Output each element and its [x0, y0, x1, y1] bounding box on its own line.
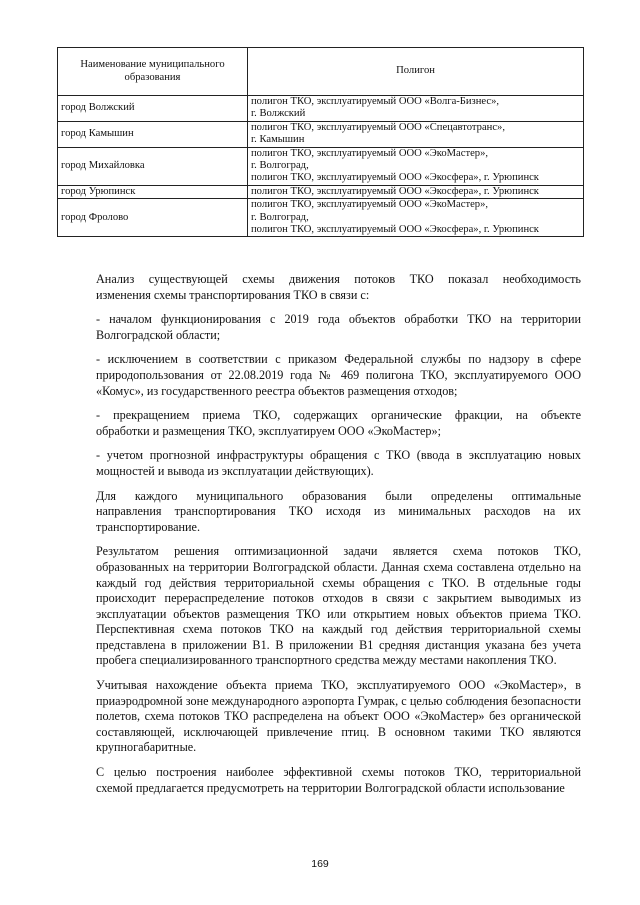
table-row	[58, 96, 584, 122]
table-row	[58, 147, 584, 185]
table-row	[58, 121, 584, 147]
paragraph-line: обработки и размещения ТКО, эксплуатируем ООО «ЭкоМастер»;	[96, 423, 441, 438]
landfill-cell	[248, 96, 584, 122]
paragraph-line: Волгоградской области;	[96, 327, 221, 342]
landfill-line: полигон ТКО, эксплуатируемый ООО «Экосфера», г. Урюпинск	[251, 185, 539, 197]
paragraph-line: эксплуатации объектов размещения ТКО или открытием новых объектов приема ТКО.	[96, 606, 581, 621]
paragraph-line: - исключением в соответствии с приказом Федеральной службы по надзору в сфере	[96, 352, 581, 367]
paragraph	[60, 448, 581, 479]
paragraph-line: - учетом прогнозной инфраструктуры обращения с ТКО (ввода в эксплуатацию новых	[96, 448, 581, 463]
page-number: 169	[311, 858, 329, 870]
municipality-cell: город Михайловка	[58, 147, 248, 185]
paragraph-line: Анализ существующей схемы движения потоков ТКО показал необходимость	[96, 272, 581, 286]
landfill-line: полигон ТКО, эксплуатируемый ООО «ЭкоМастер»,	[251, 199, 489, 211]
paragraph-line: - прекращением приема ТКО, содержащих органические фракции, на объекте	[96, 408, 581, 423]
landfill-line: г. Волгоград,	[251, 160, 309, 172]
paragraph	[60, 765, 581, 796]
landfill-line: г. Волжский	[251, 108, 306, 120]
paragraph-line: Перспективная схема потоков ТКО на каждый год действия территориальной схемы	[96, 622, 581, 637]
paragraph-line: направления транспортирования ТКО исходя из минимальных расходов на их	[96, 504, 581, 519]
landfill-line: полигон ТКО, эксплуатируемый ООО «Экосфера», г. Урюпинск	[251, 224, 539, 236]
landfill-line: полигон ТКО, эксплуатируемый ООО «Волга-Бизнес»,	[251, 96, 500, 107]
paragraph-line: мощностей и вывода из эксплуатации действующих).	[96, 463, 374, 478]
landfill-cell	[248, 121, 584, 147]
landfill-line: полигон ТКО, эксплуатируемый ООО «ЭкоМастер»,	[251, 147, 489, 159]
paragraph-line: С целью построения наиболее эффективной схемы потоков ТКО, территориальной	[96, 765, 581, 780]
paragraph-line: представлена в приложении В1. В приложении В1 средняя дистанция указана без учета	[96, 637, 581, 652]
paragraph-line: образованных на территории Волгоградской области. Данная схема составлена отдельно на	[96, 559, 581, 574]
municipality-cell: город Камышин	[58, 121, 248, 147]
paragraph	[60, 272, 581, 303]
paragraph-line: природопользования от 22.08.2019 года № 469 полигона ТКО, эксплуатируемого ООО	[96, 367, 581, 382]
paragraph-line: - началом функционирования с 2019 года объектов обработки ТКО на территории	[96, 312, 581, 327]
paragraph	[60, 312, 581, 343]
paragraph	[60, 408, 581, 439]
paragraph-line: происходит перераспределение потоков отходов в связи с закрытием выводимых из	[96, 591, 581, 606]
table-row	[58, 185, 584, 198]
paragraph	[60, 489, 581, 536]
header-municipality	[58, 48, 248, 96]
landfill-cell	[248, 147, 584, 185]
municipality-cell: город Урюпинск	[58, 185, 248, 198]
municipality-cell: город Волжский	[58, 96, 248, 122]
paragraph-line: пробега специализированного транспортного средства между местами накопления ТКО.	[96, 653, 557, 668]
landfill-cell	[248, 199, 584, 237]
body-text	[60, 272, 581, 805]
landfill-line: полигон ТКО, эксплуатируемый ООО «Экосфера», г. Урюпинск	[251, 172, 539, 184]
paragraph-line: составляющей, исключающей привлечение птиц. В основном такими ТКО являются	[96, 724, 581, 739]
paragraph-line: приаэродромной зоне международного аэропорта Гумрак, с целью соблюдения безопасности	[96, 693, 581, 708]
paragraph-line: Для каждого муниципального образования были определены оптимальные	[96, 488, 581, 503]
paragraph-line: Учитывая нахождение объекта приема ТКО, эксплуатируемого ООО «ЭкоМастер», в	[96, 678, 581, 693]
paragraph-line: каждый год действия территориальной схемы обращения с ТКО. В отдельные годы	[96, 575, 581, 590]
landfill-line: г. Волгоград,	[251, 211, 309, 223]
landfill-cell	[248, 185, 584, 198]
municipality-cell: город Фролово	[58, 199, 248, 237]
paragraph-line: транспортирование.	[96, 519, 200, 534]
paragraph-line: изменения схемы транспортирования ТКО в связи с:	[96, 287, 370, 302]
paragraph-line: «Комус», из государственного реестра объектов размещения отходов;	[96, 383, 458, 398]
header-landfill: Полигон	[248, 48, 584, 96]
paragraph	[60, 678, 581, 756]
paragraph-line: схемой предлагается предусмотреть на территории Волгоградской области использование	[96, 780, 565, 795]
table-header-row	[58, 48, 584, 96]
header-line: образования	[124, 71, 181, 83]
paragraph	[60, 352, 581, 399]
paragraph-line: крупногабаритные.	[96, 740, 197, 755]
header-line: Наименование муниципального	[80, 59, 225, 71]
paragraph-line: Результатом решения оптимизационной задачи является схема потоков ТКО,	[96, 544, 581, 559]
landfill-table	[57, 47, 584, 237]
landfill-line: г. Камышин	[251, 134, 305, 146]
paragraph	[60, 544, 581, 669]
table-row	[58, 199, 584, 237]
paragraph-line: полетов, схема потоков ТКО распределена на объект ООО «ЭкоМастер» без органической	[96, 709, 581, 724]
landfill-line: полигон ТКО, эксплуатируемый ООО «Спецавтотранс»,	[251, 121, 505, 133]
